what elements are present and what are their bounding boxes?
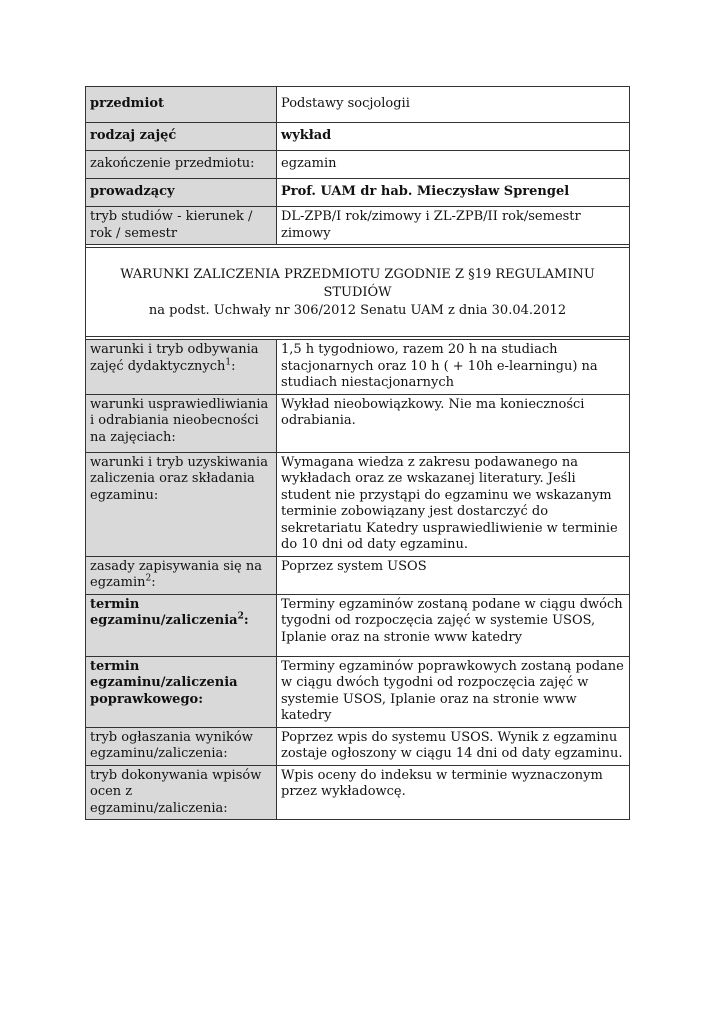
condition-row (86, 727, 630, 765)
condition-row (86, 594, 630, 656)
info-value: Podstawy socjologii (277, 87, 630, 123)
condition-label: tryb ogłaszania wyników egzaminu/zaliczenia: (86, 727, 277, 765)
condition-row (86, 556, 630, 594)
footnote-marker: 2 (237, 611, 244, 622)
condition-value: Wykład nieobowiązkowy. Nie ma konieczności odrabiania. (277, 394, 630, 452)
condition-value: Poprzez wpis do systemu USOS. Wynik z egzaminu zostaje ogłoszony w ciągu 14 dni od daty egzaminu. (277, 727, 630, 765)
condition-label: tryb dokonywania wpisów ocen z egzaminu/zaliczenia: (86, 765, 277, 820)
info-value: DL-ZPB/I rok/zimowy i ZL-ZPB/II rok/semestr zimowy (277, 207, 630, 245)
info-value: Prof. UAM dr hab. Mieczysław Sprengel (277, 179, 630, 207)
condition-label: zasady zapisywania się na egzamin$^2$: (86, 556, 277, 594)
condition-value: Wymagana wiedza z zakresu podawanego na wykładach oraz ze wskazanej literatury. Jeśli student nie przystąpi do egzaminu we wskazanym terminie zobowiązany jest dostarczyć do sekretariatu Katedry usprawiedliwienie w terminie do 10 dni od daty egzaminu. (277, 452, 630, 556)
condition-row (86, 340, 630, 395)
info-label: prowadzący (86, 179, 277, 207)
condition-label: termin egzaminu/zaliczenia$^2$: (86, 594, 277, 656)
condition-row (86, 656, 630, 727)
conditions-heading-row (86, 248, 630, 337)
document-page (85, 86, 630, 820)
info-value: egzamin (277, 151, 630, 179)
condition-label: warunki i tryb odbywania zajęć dydaktycznych$^1$: (86, 340, 277, 395)
condition-label: warunki i tryb uzyskiwania zaliczenia oraz składania egzaminu: (86, 452, 277, 556)
condition-value: 1,5 h tygodniowo, razem 20 h na studiach stacjonarnych oraz 10 h ( + 10h e-learningu) na studiach niestacjonarnych (277, 340, 630, 395)
info-row-completion (86, 151, 630, 179)
footnote-marker: 2 (145, 573, 152, 584)
conditions-heading (86, 248, 630, 337)
footnote-marker: 1 (225, 357, 232, 368)
info-row-class-type (86, 123, 630, 151)
condition-value: Poprzez system USOS (277, 556, 630, 594)
condition-value: Wpis oceny do indeksu w terminie wyznaczonym przez wykładowcę. (277, 765, 630, 820)
info-row-lecturer (86, 179, 630, 207)
condition-value: Terminy egzaminów poprawkowych zostaną podane w ciągu dwóch tygodni od rozpoczęcia zajęć w systemie USOS, Iplanie oraz na stronie www katedry (277, 656, 630, 727)
info-label: przedmiot (86, 87, 277, 123)
condition-label: termin egzaminu/zaliczenia poprawkowego: (86, 656, 277, 727)
info-row-subject (86, 87, 630, 123)
heading-line-1: WARUNKI ZALICZENIA PRZEDMIOTU ZGODNIE Z §19 REGULAMINU STUDIÓW (120, 267, 595, 300)
course-info-table (85, 86, 630, 820)
info-row-study-mode (86, 207, 630, 245)
heading-line-2: na podst. Uchwały nr 306/2012 Senatu UAM z dnia 30.04.2012 (148, 303, 567, 318)
condition-label: warunki usprawiedliwiania i odrabiania nieobecności na zajęciach: (86, 394, 277, 452)
info-label: rodzaj zajęć (86, 123, 277, 151)
condition-row (86, 452, 630, 556)
condition-row (86, 765, 630, 820)
condition-row (86, 394, 630, 452)
info-value: wykład (277, 123, 630, 151)
condition-value: Terminy egzaminów zostaną podane w ciągu dwóch tygodni od rozpoczęcia zajęć w systemie USOS, Iplanie oraz na stronie www katedry (277, 594, 630, 656)
info-label: tryb studiów - kierunek / rok / semestr (86, 207, 277, 245)
info-label: zakończenie przedmiotu: (86, 151, 277, 179)
